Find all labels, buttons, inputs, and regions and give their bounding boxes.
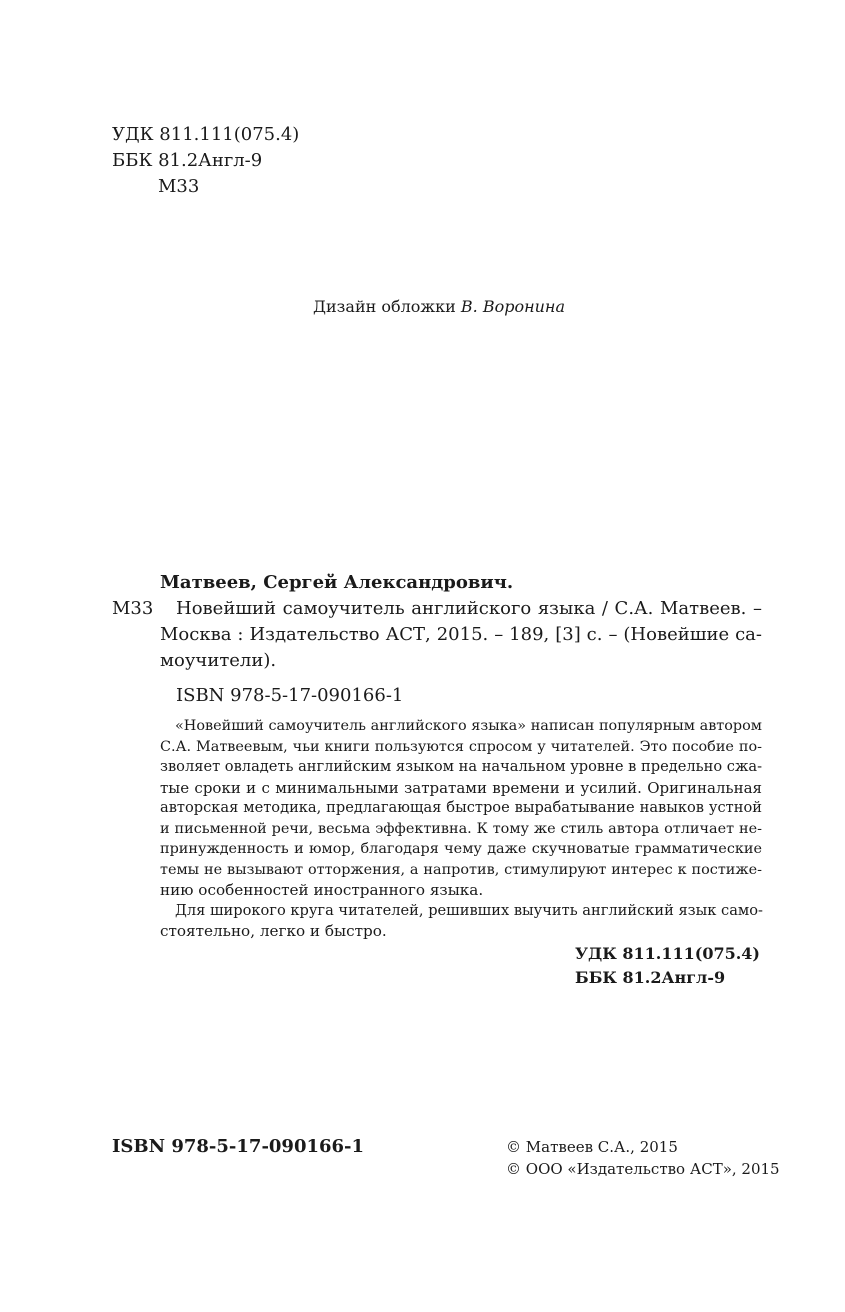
- annotation-line: зволяет овладеть английским языком на начальном уровне в предельно сжа-: [160, 758, 762, 775]
- annotation-line: тые сроки и с минимальными затратами времени и усилий. Оригинальная: [160, 778, 762, 797]
- copyright-block: [506, 1136, 780, 1180]
- copyright-publisher: © ООО «Издательство АСТ», 2015: [506, 1160, 780, 1178]
- catalog-isbn: ISBN 978-5-17-090166-1: [176, 685, 404, 706]
- footer-classification-codes: [575, 942, 760, 990]
- catalog-description: [160, 596, 762, 674]
- annotation-line: авторская методика, предлагающая быстрое вырабатывание навыков устной: [160, 799, 762, 816]
- catalog-author-mark: М33: [112, 598, 154, 619]
- footer-bbk-code: ББК 81.2Англ-9: [575, 968, 726, 987]
- annotation-line: принужденность и юмор, благодаря чему даже скучноватые грамматические: [160, 841, 762, 857]
- description-line: Москва : Издательство АСТ, 2015. – 189, [3] с. – (Новейшие са-: [160, 624, 762, 645]
- udk-code: УДК 811.111(075.4): [112, 124, 300, 145]
- copyright-author: © Матвеев С.А., 2015: [506, 1138, 678, 1156]
- annotation-line: нию особенностей иностранного языка.: [160, 881, 484, 899]
- description-line: Новейший самоучитель английского языка / С.А. Матвеев. –: [176, 598, 762, 619]
- annotation-line: С.А. Матвеевым, чьи книги пользуются спросом у читателей. Это пособие по-: [160, 738, 762, 755]
- annotation-line: «Новейший самоучитель английского языка» написан популярным автором: [175, 718, 762, 734]
- annotation-line: и письменной речи, весьма эффективна. К тому же стиль автора отличает не-: [160, 820, 762, 837]
- catalog-author: Матвеев, Сергей Александрович.: [160, 572, 514, 593]
- footer-isbn: ISBN 978-5-17-090166-1: [112, 1136, 365, 1157]
- classification-codes: [112, 122, 299, 200]
- annotation-line: стоятельно, легко и быстро.: [160, 922, 387, 940]
- cover-design-credit: [313, 296, 565, 318]
- cover-design-label: Дизайн обложки: [313, 297, 456, 316]
- bbk-code: ББК 81.2Англ-9: [112, 150, 263, 171]
- annotation-line: Для широкого круга читателей, решивших выучить английский язык само-: [175, 901, 763, 919]
- author-mark: М33: [158, 176, 200, 197]
- annotation-line: темы не вызывают отторжения, а напротив, стимулируют интерес к постиже-: [160, 861, 762, 878]
- annotation: [160, 716, 762, 942]
- description-line: моучители).: [160, 650, 277, 671]
- footer-udk-code: УДК 811.111(075.4): [575, 944, 760, 963]
- cover-designer-name: В. Воронина: [460, 297, 566, 316]
